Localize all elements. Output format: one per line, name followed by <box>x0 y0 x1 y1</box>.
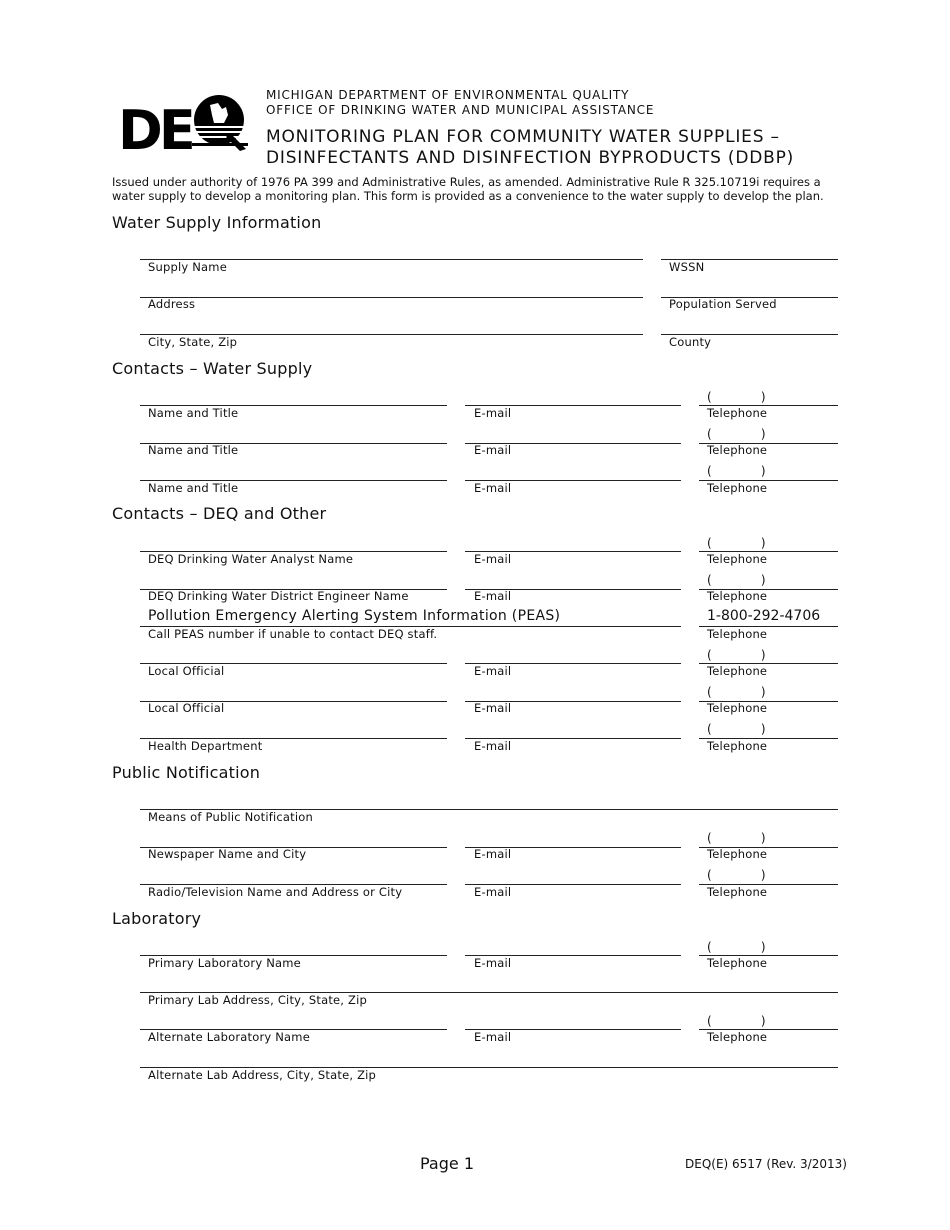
peas-name: Pollution Emergency Alerting System Information (PEAS) <box>148 608 561 624</box>
deq-analyst-name-label: DEQ Drinking Water Analyst Name <box>148 552 354 566</box>
deq-engineer-phone-label: Telephone <box>707 589 768 603</box>
form-title-line-1: MONITORING PLAN FOR COMMUNITY WATER SUPPLIES – <box>266 127 780 147</box>
svg-text:DE: DE <box>118 99 192 153</box>
ws-contact-1-email-label: E-mail <box>474 406 512 420</box>
section-contacts-deq: Contacts – DEQ and Other <box>112 504 327 523</box>
agency-heading <box>266 88 654 118</box>
primary-lab-label: Primary Laboratory Name <box>148 956 301 970</box>
section-water-supply: Water Supply Information <box>112 213 322 232</box>
deq-analyst-email-label: E-mail <box>474 552 512 566</box>
local-official-2-phone-label: Telephone <box>707 701 768 715</box>
radio-tv-email-label: E-mail <box>474 885 512 899</box>
primary-lab-address-label: Primary Lab Address, City, State, Zip <box>148 993 367 1007</box>
alternate-lab-phone-label: Telephone <box>707 1030 768 1044</box>
deq-engineer-area-code: ( ) <box>707 573 767 587</box>
radio-tv-phone-label: Telephone <box>707 885 768 899</box>
agency-line-1: MICHIGAN DEPARTMENT OF ENVIRONMENTAL QUALITY <box>266 88 630 102</box>
address-label: Address <box>148 297 196 311</box>
local-official-2-email-label: E-mail <box>474 701 512 715</box>
section-laboratory: Laboratory <box>112 909 202 928</box>
newspaper-label: Newspaper Name and City <box>148 847 307 861</box>
local-official-1-email-label: E-mail <box>474 664 512 678</box>
ws-contact-1-name-label: Name and Title <box>148 406 239 420</box>
wssn-label: WSSN <box>669 260 705 274</box>
population-served-label: Population Served <box>669 297 777 311</box>
peas-phone-number: 1-800-292-4706 <box>707 608 821 624</box>
local-official-2-label: Local Official <box>148 701 225 715</box>
deq-analyst-phone-label: Telephone <box>707 552 768 566</box>
form-title-line-2: DISINFECTANTS AND DISINFECTION BYPRODUCTS (DDBP) <box>266 148 795 168</box>
page-number: Page 1 <box>420 1154 474 1173</box>
radio-tv-label: Radio/Television Name and Address or City <box>148 885 403 899</box>
peas-phone-label: Telephone <box>707 627 768 641</box>
ws-contact-1-phone-label: Telephone <box>707 406 768 420</box>
health-dept-label: Health Department <box>148 739 263 753</box>
form-title <box>266 127 794 169</box>
health-dept-email-label: E-mail <box>474 739 512 753</box>
radio-tv-area-code: ( ) <box>707 868 767 882</box>
county-label: County <box>669 335 712 349</box>
local-official-2-area-code: ( ) <box>707 685 767 699</box>
ws-contact-2-email-label: E-mail <box>474 443 512 457</box>
alternate-lab-address-label: Alternate Lab Address, City, State, Zip <box>148 1068 377 1082</box>
deq-engineer-name-label: DEQ Drinking Water District Engineer Name <box>148 589 409 603</box>
agency-line-2: OFFICE OF DRINKING WATER AND MUNICIPAL ASSISTANCE <box>266 103 655 117</box>
ws-contact-3-name-label: Name and Title <box>148 481 239 495</box>
section-public-notification: Public Notification <box>112 763 261 782</box>
ws-contact-3-area-code: ( ) <box>707 464 767 478</box>
ws-contact-1-area-code: ( ) <box>707 390 767 404</box>
local-official-1-area-code: ( ) <box>707 648 767 662</box>
alternate-lab-area-code: ( ) <box>707 1014 767 1028</box>
primary-lab-email-label: E-mail <box>474 956 512 970</box>
means-public-notification-label: Means of Public Notification <box>148 810 313 824</box>
local-official-1-label: Local Official <box>148 664 225 678</box>
primary-lab-area-code: ( ) <box>707 940 767 954</box>
newspaper-phone-label: Telephone <box>707 847 768 861</box>
peas-note: Call PEAS number if unable to contact DEQ staff. <box>148 627 438 641</box>
newspaper-email-label: E-mail <box>474 847 512 861</box>
health-dept-phone-label: Telephone <box>707 739 768 753</box>
ws-contact-2-area-code: ( ) <box>707 427 767 441</box>
alternate-lab-label: Alternate Laboratory Name <box>148 1030 310 1044</box>
ws-contact-2-phone-label: Telephone <box>707 443 768 457</box>
deq-analyst-area-code: ( ) <box>707 536 767 550</box>
ws-contact-3-email-label: E-mail <box>474 481 512 495</box>
form-number: DEQ(E) 6517 (Rev. 3/2013) <box>685 1157 847 1171</box>
deq-logo <box>118 93 248 153</box>
deq-engineer-email-label: E-mail <box>474 589 512 603</box>
newspaper-area-code: ( ) <box>707 831 767 845</box>
health-dept-area-code: ( ) <box>707 722 767 736</box>
ws-contact-2-name-label: Name and Title <box>148 443 239 457</box>
city-state-zip-label: City, State, Zip <box>148 335 238 349</box>
address-field[interactable] <box>140 297 643 298</box>
supply-name-label: Supply Name <box>148 260 227 274</box>
ws-contact-3-phone-label: Telephone <box>707 481 768 495</box>
local-official-1-phone-label: Telephone <box>707 664 768 678</box>
section-contacts-water-supply: Contacts – Water Supply <box>112 359 313 378</box>
intro-text: Issued under authority of 1976 PA 399 and Administrative Rules, as amended. Administrative Rule R 325.10719i requires a water supply to develop a monitoring plan. This form is provided as a convenience to the water supply to develop the plan. <box>112 175 824 203</box>
alternate-lab-email-label: E-mail <box>474 1030 512 1044</box>
primary-lab-phone-label: Telephone <box>707 956 768 970</box>
